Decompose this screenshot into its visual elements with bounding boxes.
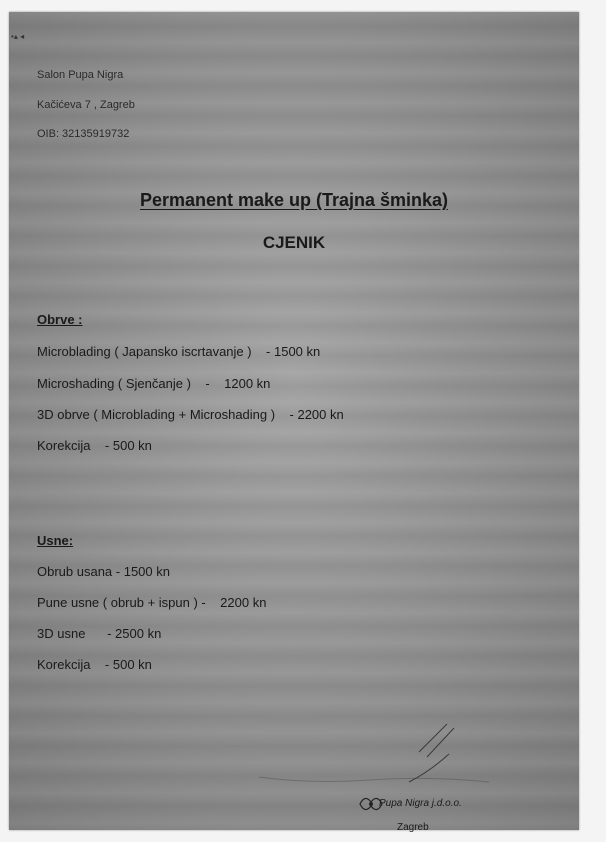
- section-heading-obrve: Obrve :: [37, 312, 83, 327]
- document-page: [9, 12, 579, 833]
- stamp-company-name: Pupa Nigra j.d.o.o.: [379, 798, 462, 809]
- salon-oib: OIB: 32135919732: [37, 128, 130, 140]
- salon-name: Salon Pupa Nigra: [37, 69, 124, 81]
- price-item: Microblading ( Japansko iscrtavanje ) - 1500 kn: [37, 344, 321, 359]
- price-item: 3D obrve ( Microblading + Microshading ) - 2200 kn: [37, 407, 344, 422]
- price-item: Pune usne ( obrub + ispun ) - 2200 kn: [37, 595, 267, 610]
- document-title: Permanent make up (Trajna šminka): [139, 190, 449, 210]
- company-stamp: [349, 782, 499, 842]
- scan-mark-icon: ▪︎▴ ◂: [11, 32, 25, 41]
- stamp-city: Zagreb: [397, 822, 429, 833]
- price-item: Korekcija - 500 kn: [37, 657, 152, 672]
- salon-address: Kačićeva 7 , Zagreb: [37, 99, 135, 111]
- price-item: 3D usne - 2500 kn: [37, 626, 162, 641]
- section-heading-usne: Usne:: [37, 533, 74, 548]
- price-item: Korekcija - 500 kn: [37, 438, 152, 453]
- document-subtitle: CJENIK: [262, 233, 326, 252]
- price-item: Obrub usana - 1500 kn: [37, 564, 170, 579]
- price-item: Microshading ( Sjenčanje ) - 1200 kn: [37, 376, 271, 391]
